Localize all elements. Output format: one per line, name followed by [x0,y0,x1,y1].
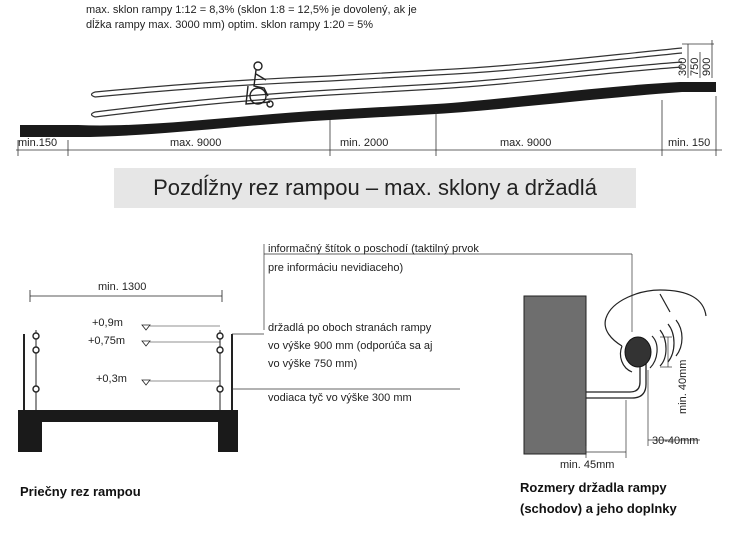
slope-note-line1: max. sklon rampy 1:12 = 8,3% (sklon 1:8 = 12,5% je dovolený, ak je [86,4,417,16]
level-0-3: +0,3m [96,373,127,385]
cross-section-caption: Priečny rez rampou [20,484,141,499]
handrail-profile [625,337,651,367]
dim-min150-right: min. 150 [668,137,711,149]
dim-min-40mm: min. 40mm [677,359,689,414]
dim-300: 300 [677,57,689,76]
level-0-9: +0,9m [92,317,123,329]
detail-caption-line2: (schodov) a jeho doplnky [520,501,677,516]
wall-block [524,296,586,454]
cross-width-label: min. 1300 [98,281,147,293]
dim-30-40mm: 30-40mm [652,435,699,447]
info-note-line2: pre informáciu nevidiaceho) [268,262,404,274]
info-note-line1: informačný štítok o poschodí (taktilný prvok [268,243,479,255]
handrail-note-line1: držadlá po oboch stranách rampy [268,322,432,334]
dim-min2000: min. 2000 [340,137,389,149]
dim-750: 750 [689,57,701,76]
ramp-handrails [92,48,683,117]
slope-note-line2: dĺžka rampy max. 3000 mm) optim. sklon rampy 1:20 = 5% [86,19,374,31]
cross-section-slab [18,410,238,452]
dim-max9000-b: max. 9000 [500,137,552,149]
dim-min-45mm: min. 45mm [560,459,615,471]
hand-outline [605,290,706,372]
handrail-note-line3: vo výške 750 mm) [268,358,358,370]
section-title: Pozdĺžny rez rampou – max. sklony a držadlá [153,175,597,200]
dim-min150-left: min.150 [18,137,58,149]
detail-caption-line1: Rozmery držadla rampy [520,480,667,495]
handrail-note-line2: vo výške 900 mm (odporúča sa aj [268,340,433,352]
guide-rail-note: vodiaca tyč vo výške 300 mm [268,392,412,404]
level-0-75: +0,75m [88,335,125,347]
section-title-banner [114,168,636,208]
ramp-slab [20,82,716,137]
dim-900: 900 [701,57,713,76]
cross-section [24,290,232,410]
dim-max9000-a: max. 9000 [170,137,222,149]
